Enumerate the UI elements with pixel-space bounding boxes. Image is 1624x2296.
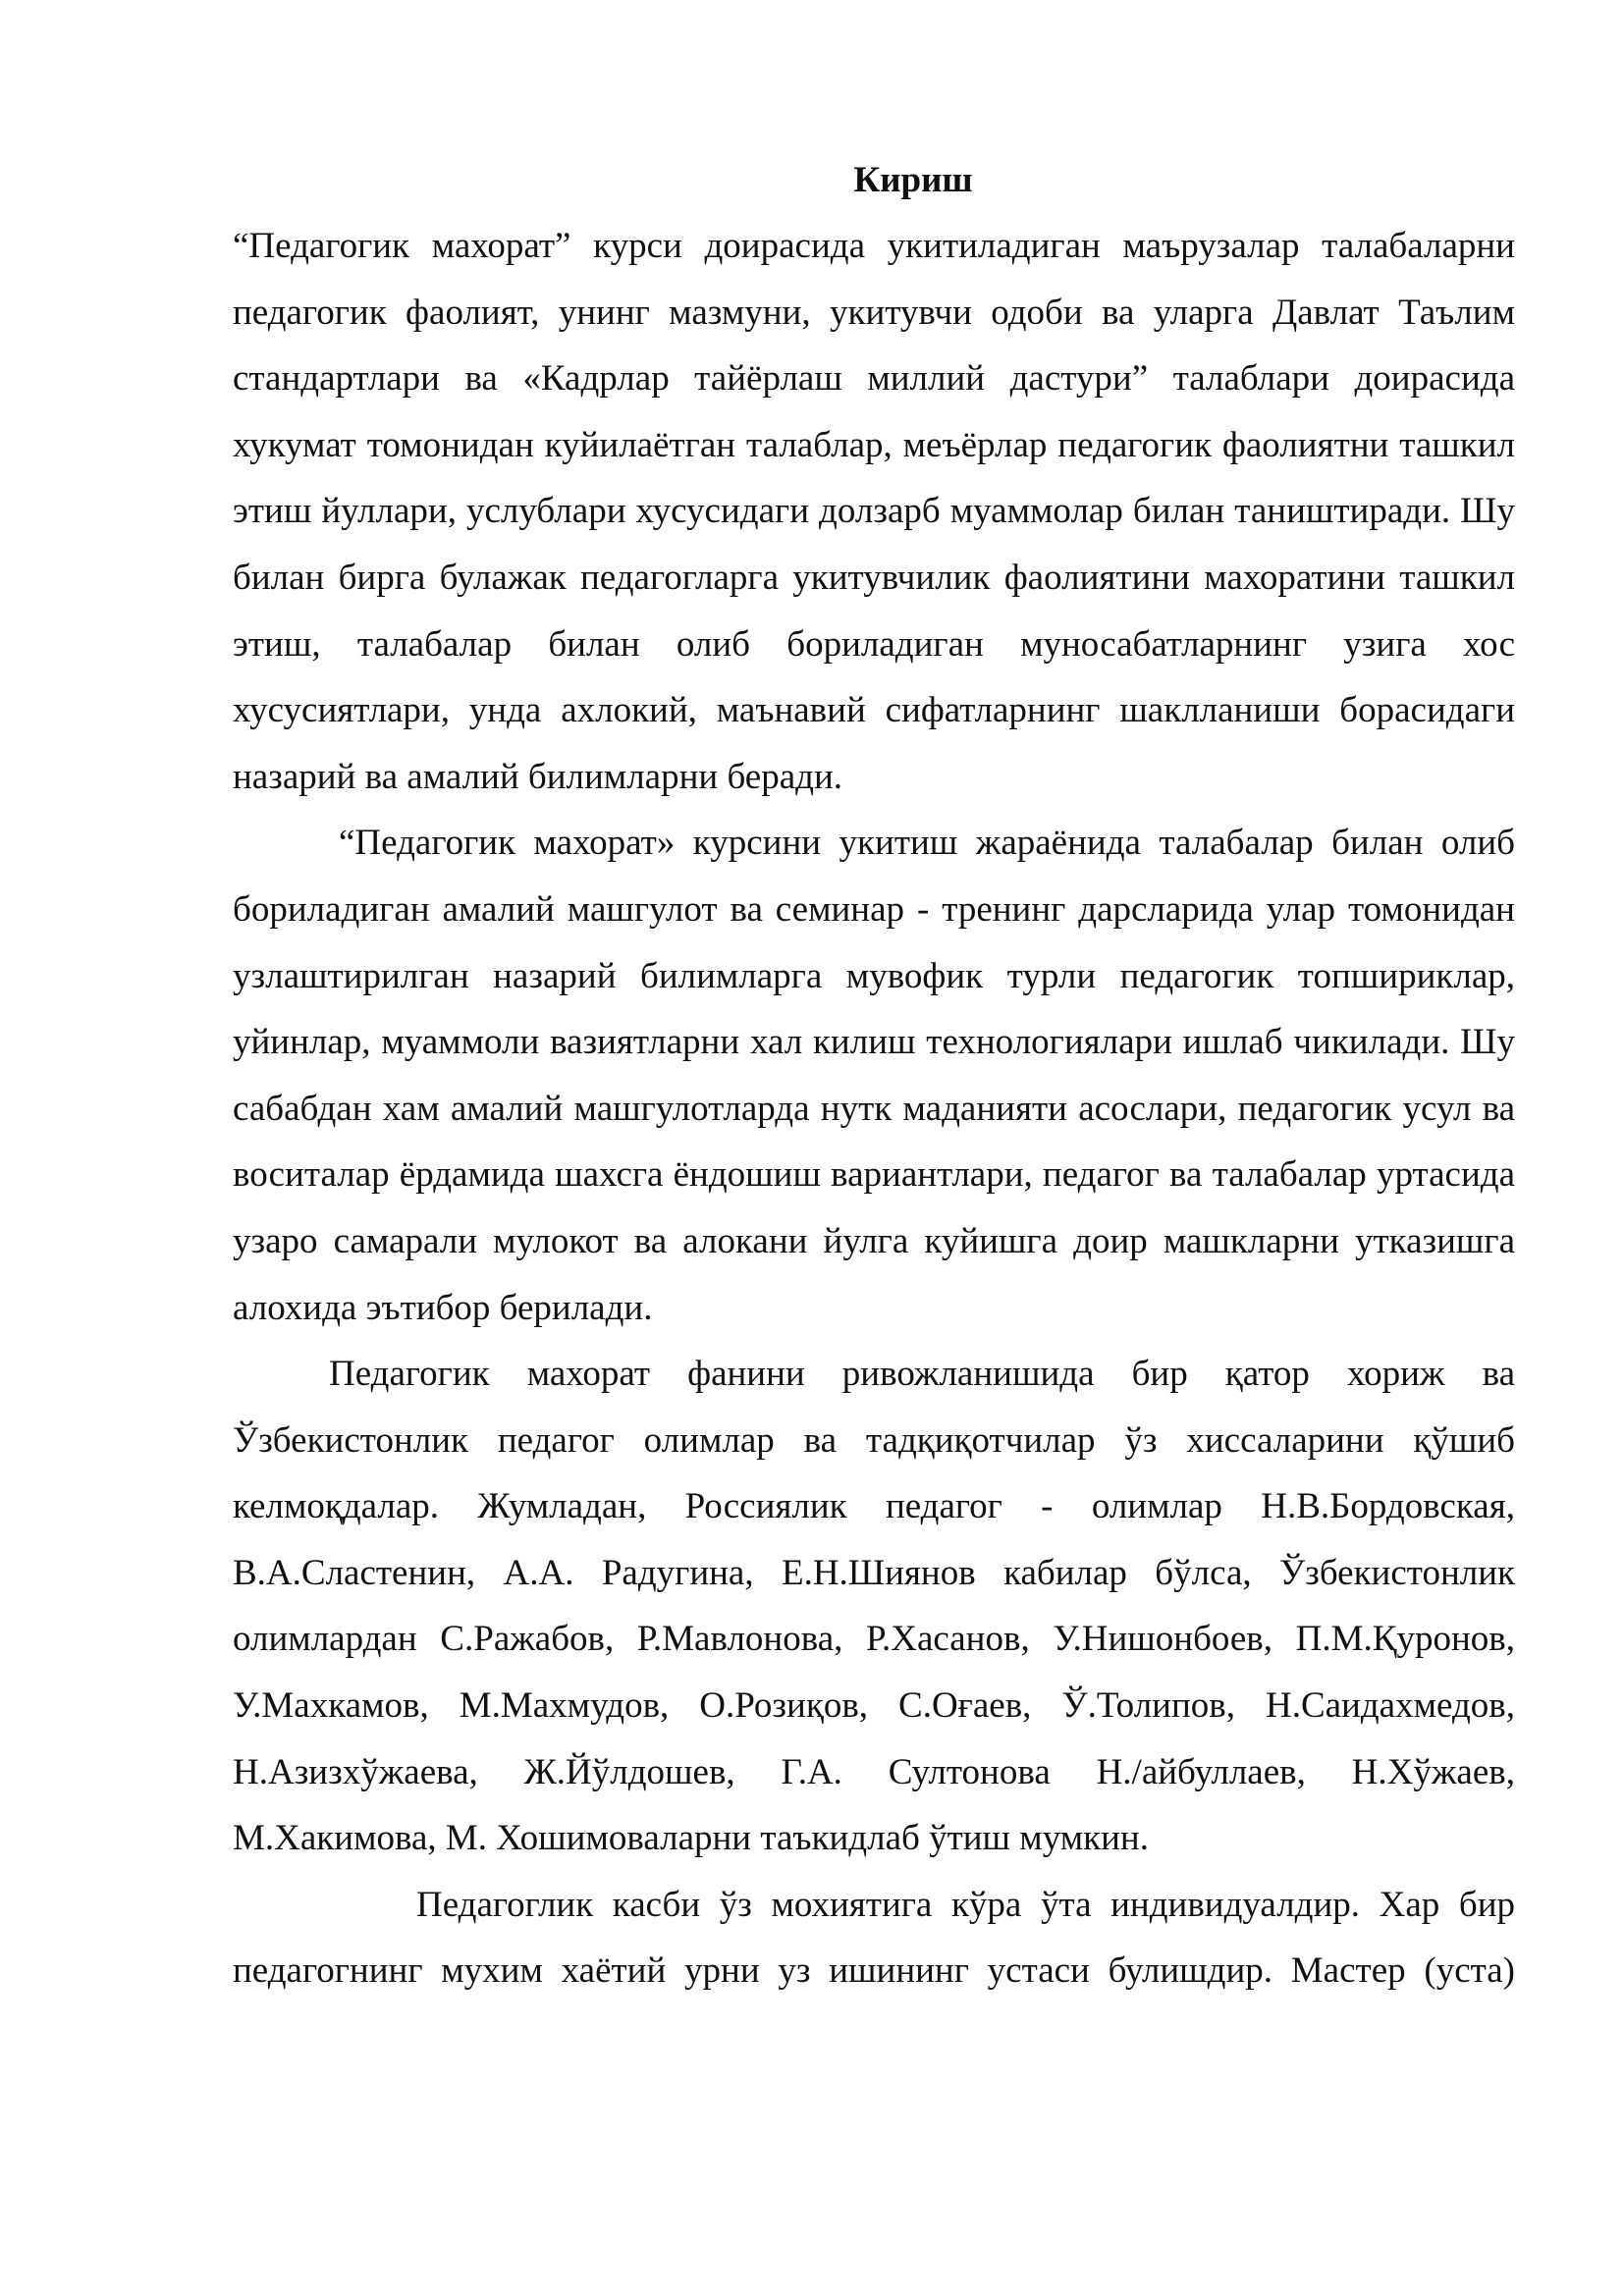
document-page — [233, 147, 1515, 2004]
page-title: Кириш — [853, 160, 973, 200]
paragraph-1: “Педагогик махорат” курси доирасида укитиладиган маърузалар талабаларни педагогик фаолият, унинг мазмуни, укитувчи одоби ва уларга Давлат Таълим стандартлари ва «Кадрлар тайёрлаш миллий дастури” талаблари доирасида хукумат томонидан куйилаётган талаблар, меъёрлар педагогик фаолиятни ташкил этиш йуллари, услублари хусусидаги долзарб муаммолар билан таништиради. Шу билан бирга булажак педагогларга укитувчилик фаолиятини махоратини ташкил этиш, талабалар билан олиб бориладиган муносабатларнинг узига хос хусусиятлари, унда ахлокий, маънавий сифатларнинг шаклланиши борасидаги назарий ва амалий билимларни беради. — [233, 226, 1515, 797]
paragraph-2: “Педагогик махорат» курсини укитиш жараёнида талабалар билан олиб бориладиган амалий машгулот ва семинар - тренинг дарсларида улар томонидан узлаштирилган назарий билимларга мувофик турли педагогик топшириклар, уйинлар, муаммоли вазиятларни хал килиш технологиялари ишлаб чикилади. Шу сабабдан хам амалий машгулотларда нутк маданияти асослари, педагогик усул ва воситалар ёрдамида шахсга ёндошиш вариантлари, педагог ва талабалар уртасида узаро самарали мулокот ва алокани йулга куйишга доир машкларни утказишга алохида эътибор берилади. — [233, 823, 1515, 1328]
paragraph-3: Педагогик махорат фанини ривожланишида бир қатор хориж ва Ўзбекистонлик педагог олимлар ва тадқиқотчилар ўз хиссаларини қўшиб келмоқдалар. Жумладан, Россиялик педагог - олимлар Н.В.Бордовская, В.А.Сластенин, А.А. Радугина, Е.Н.Шиянов кабилар бўлса, Ўзбекистонлик олимлардан С.Ражабов, Р.Мавлонова, Р.Хасанов, У.Нишонбоев, П.М.Қуронов, У.Махкамов, М.Махмудов, О.Розиқов, С.Оғаев, Ў.Толипов, Н.Саидахмедов, Н.Азизхўжаева, Ж.Йўлдошев, Г.А. Султонова Н./айбуллаев, Н.Хўжаев, М.Хакимова, М. Хошимоваларни таъкидлаб ўтиш мумкин. — [233, 1354, 1515, 1859]
paragraph-4: Педагоглик касби ўз мохиятига кўра ўта индивидуалдир. Хар бир педагогнинг мухим хаётий урни уз ишининг устаси булишдир. Мастер (уста) — [233, 1884, 1515, 1992]
